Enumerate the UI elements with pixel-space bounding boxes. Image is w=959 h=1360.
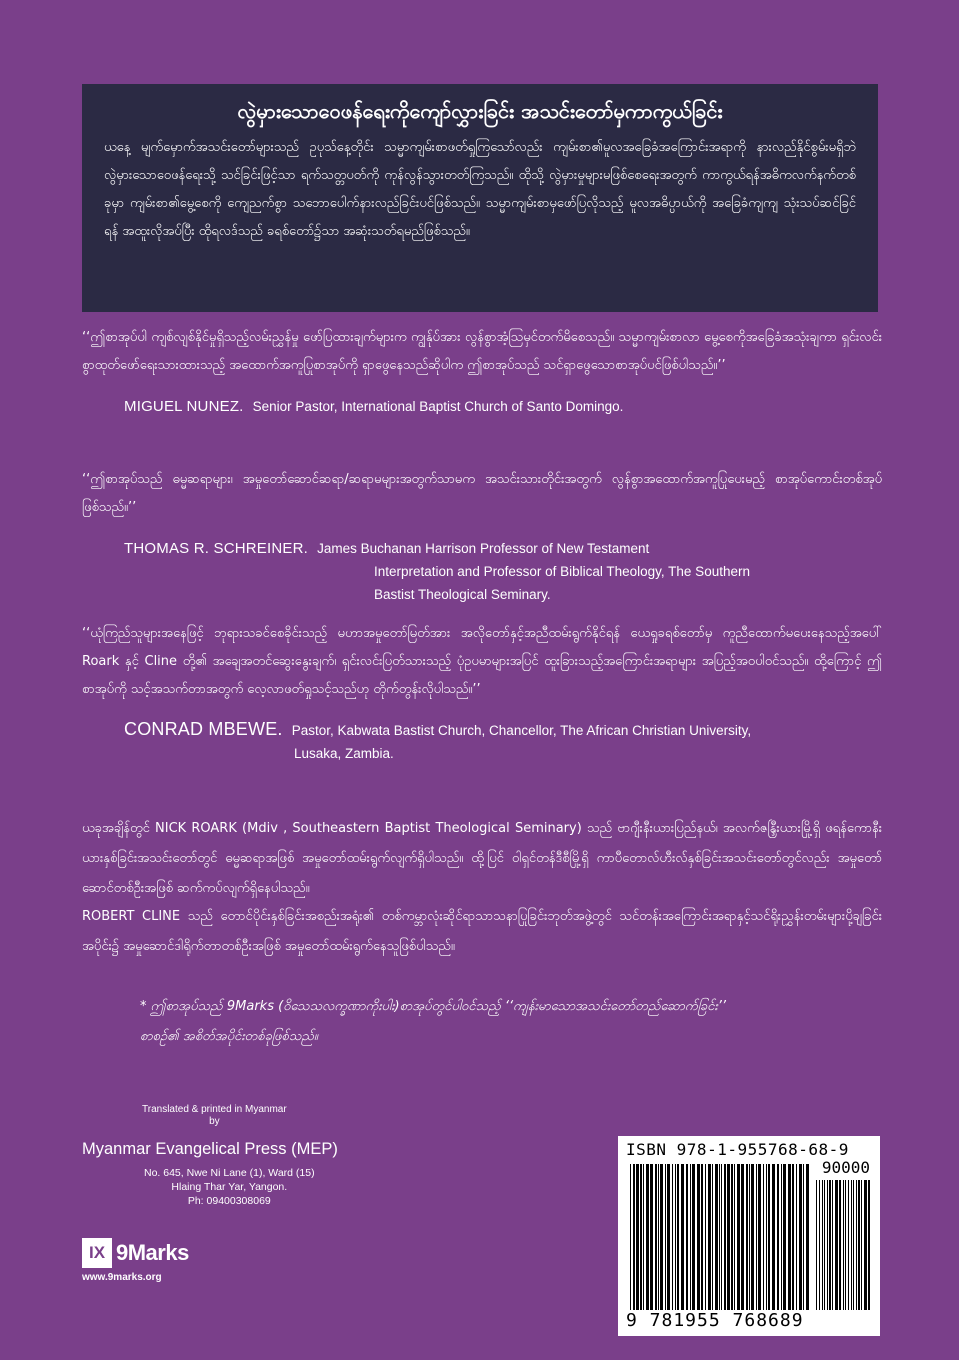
publisher-address: [144, 1166, 315, 1208]
barcode-bar: [705, 1164, 706, 1310]
barcode-bar: [835, 1180, 838, 1310]
barcode-bar: [746, 1164, 748, 1310]
barcode-bar: [827, 1180, 828, 1310]
barcode-bar: [792, 1164, 794, 1310]
ninemarks-logo: [82, 1238, 189, 1268]
barcode-bar: [640, 1164, 642, 1310]
bio-robert-cline: ROBERT CLINE သည် တောင်ပိုင်းနှစ်ခြင်းအစည်းအရုံး၏ တစ်ကမ္ဘာလုံးဆိုင်ရာသာသနာပြုခြင်းဘုတ်အဖွဲ့တွင် သင်တန်းအကြောင်းအရာနှင့်သင်ရိုးညွှန်းတမ်းများပို့ချခြင်းအပိုင်း၌ အမှုဆောင်ဒါရိုက်တာတစ်ဦးအဖြစ် အမှုတော်ထမ်းရွက်နေသူဖြစ်ပါသည်။: [82, 909, 882, 954]
barcode-bar: [756, 1164, 757, 1310]
endorser-name: MIGUEL NUNEZ.: [124, 398, 244, 415]
barcode-bar: [665, 1164, 666, 1310]
barcode-digits: 9 781955 768689: [626, 1310, 804, 1331]
summary-box: [82, 84, 878, 312]
barcode-bar: [727, 1164, 730, 1310]
publisher-address-line: Ph: 09400308069: [187, 1195, 271, 1207]
barcode-bar: [636, 1164, 639, 1310]
barcode-bar: [806, 1164, 809, 1310]
translated-credit-line: Translated & printed in Myanmar: [142, 1104, 287, 1115]
barcode-bar: [737, 1164, 740, 1310]
barcode-bar: [712, 1164, 713, 1310]
endorser-role-continued: Interpretation and Professor of Biblical Theology, The Southern: [374, 564, 750, 579]
barcode-bar: [824, 1180, 825, 1310]
series-note-line: စာစဉ်၏ အစိတ်အပိုင်းတစ်ခုဖြစ်သည်။: [140, 1029, 318, 1044]
barcode-bar: [643, 1164, 644, 1310]
translated-credit: [142, 1104, 287, 1128]
barcode-bar: [660, 1164, 663, 1310]
endorsement-conrad-mbewe: [82, 620, 882, 765]
barcode-bar: [655, 1164, 657, 1310]
barcode-bar: [819, 1180, 820, 1310]
barcode-bar: [763, 1164, 764, 1310]
barcode-bar: [777, 1164, 779, 1310]
barcode-bar: [650, 1164, 653, 1310]
barcode-bar: [708, 1164, 711, 1310]
barcode-bar: [783, 1164, 786, 1310]
endorser-name: CONRAD MBEWE.: [124, 719, 283, 739]
barcode-bar: [672, 1164, 673, 1310]
ninemarks-logo-mark: IX: [82, 1238, 112, 1268]
barcode-bar: [848, 1180, 849, 1310]
barcode-addon-bars-icon: [816, 1180, 872, 1310]
barcode-bar: [646, 1164, 649, 1310]
series-note: [82, 992, 882, 1052]
bio-nick-roark: ယခုအချိန်တွင် NICK ROARK (Mdiv , Southeastern Baptist Theological Seminary) သည် ဗာဂျီးနီးယားပြည်နယ်၊ အလက်ဇန္ဒြီးယားမြို့ရှိ ဖရန်ကောနီးယားနှစ်ခြင်းအသင်းတော်တွင် ဓမ္မဆရာအဖြစ် အမှုတော်ထမ်းရွက်လျက်ရှိပါသည်။ ထို့ပြင် ဝါရှင်တန်ဒီစီမြို့ရှိ ကာပီတောလ်ဟီးလ်နှစ်ခြင်းအသင်းတော်တွင်လည်း အမှုတော်ဆောင်တစ်ဦးအဖြစ် ဆက်ကပ်လျက်ရှိနေပါသည်။: [82, 821, 882, 896]
barcode-bar: [851, 1180, 852, 1310]
publisher-name: Myanmar Evangelical Press (MEP): [82, 1140, 338, 1158]
barcode-bar: [667, 1164, 670, 1310]
barcode-bar: [749, 1164, 750, 1310]
isbn-label: ISBN 978-1-955768-68-9: [626, 1140, 849, 1159]
translated-credit-line: by: [209, 1116, 220, 1127]
endorsement-quote: ‘‘ယုံကြည်သူများအနေဖြင့် ဘုရားသခင်စေခိုင်းသည့် မဟာအမှုတော်မြတ်အား အလိုတော်နှင့်အညီထမ်းရွက်နိုင်ရန် ယေရှုခရစ်တော်မှ ကူညီထောက်မပေးနေသည့်အပေါ် Roark နှင့် Cline တို့၏ အချေအတင်ဆွေးနွေးချက်၊ ရှင်းလင်းပြတ်သားသည့် ပုံဥပမာများအပြင် ထူးခြားသည့်အကြောင်းအရာများ အပြည့်အဝပါဝင်သည်။ ထို့ကြောင့် ဤစာအုပ်ကို သင့်အသက်တာအတွက် လေ့လာဖတ်ရှုသင့်သည်ဟု တိုက်တွန်းလိုပါသည်။’’: [82, 626, 882, 697]
barcode-bar: [719, 1164, 720, 1310]
barcode-bar: [861, 1180, 862, 1310]
barcode-bar: [799, 1164, 802, 1310]
ninemarks-logo-text: 9Marks: [116, 1240, 189, 1265]
barcode-bar: [675, 1164, 676, 1310]
barcode-bar: [766, 1164, 767, 1310]
endorsement-attribution: [82, 718, 882, 765]
endorsement-thomas-schreiner: [82, 466, 882, 606]
barcode-bar: [796, 1164, 797, 1310]
endorser-name: THOMAS R. SCHREINER.: [124, 540, 309, 557]
barcode-bar: [686, 1164, 688, 1310]
barcode-bar: [697, 1164, 700, 1310]
barcode-bar: [845, 1180, 846, 1310]
barcode-bar: [734, 1164, 735, 1310]
barcode-bar: [768, 1164, 770, 1310]
barcode-bar: [630, 1164, 631, 1310]
endorsement-attribution: [82, 394, 882, 418]
barcode-bar: [741, 1164, 744, 1310]
barcode-bar: [724, 1164, 726, 1310]
publisher-address-line: No. 645, Nwe Ni Lane (1), Ward (15): [144, 1167, 315, 1179]
barcode-bar: [701, 1164, 703, 1310]
publisher-address-line: Hlaing Thar Yar, Yangon.: [171, 1181, 288, 1193]
endorser-role: James Buchanan Harrison Professor of New Testament: [317, 541, 650, 556]
barcode-bar: [690, 1164, 691, 1310]
barcode-bar: [715, 1164, 718, 1310]
series-note-line: * ဤစာအုပ်သည် 9Marks (ဝိသေသလက္ခဏာကိုးပါး)စာအုပ်တွင်ပါဝင်သည့် ‘‘ကျန်းမာသောအသင်းတော်တည်ဆောက်ခြင်း’’: [140, 999, 726, 1014]
barcode-bar: [816, 1180, 817, 1310]
barcode-bar: [858, 1180, 860, 1310]
barcode-bar: [692, 1164, 695, 1310]
barcode-bars-icon: [630, 1164, 810, 1310]
barcode-bar: [853, 1180, 854, 1310]
endorsement-quote: ‘‘ဤစာအုပ်သည် ဓမ္မဆရာများ၊ အမှုတော်ဆောင်ဆရာ/ဆရာမများအတွက်သာမက အသင်းသားတိုင်းအတွက် လွန်စွာအထောက်အကူပြုပေးမည့် စာအုပ်ကောင်းတစ်အုပ်ဖြစ်သည်။’’: [82, 472, 882, 515]
barcode-bar: [839, 1180, 841, 1310]
barcode-bar: [658, 1164, 659, 1310]
barcode-bar: [803, 1164, 804, 1310]
barcode-bar: [721, 1164, 722, 1310]
barcode-bar: [822, 1180, 823, 1310]
barcode-bar: [856, 1180, 857, 1310]
price-code: 90000: [821, 1158, 870, 1177]
barcode-bar: [731, 1164, 733, 1310]
barcode-bar: [864, 1180, 867, 1310]
barcode-bar: [788, 1164, 791, 1310]
endorser-role: Senior Pastor, International Baptist Church of Santo Domingo.: [252, 399, 624, 414]
barcode-bar: [633, 1164, 635, 1310]
endorser-role-continued: Bastist Theological Seminary.: [374, 587, 551, 602]
barcode-bar: [868, 1180, 870, 1310]
barcode-bar: [781, 1164, 782, 1310]
barcode-bar: [681, 1164, 684, 1310]
barcode-bar: [843, 1180, 844, 1310]
barcode-bar: [751, 1164, 754, 1310]
summary-title: လွဲမှားသောဝေဖန်ရေးကိုကျော်လွှားခြင်း အသင်းတော်မှကာကွယ်ခြင်း: [237, 99, 723, 123]
endorsement-miguel-nunez: [82, 324, 882, 418]
barcode-bar: [677, 1164, 679, 1310]
endorsement-attribution: [82, 536, 882, 606]
barcode-bar: [829, 1180, 831, 1310]
summary-body: ယနေ့ မျက်မှောက်အသင်းတော်များသည် ဥပုသ်နေ့တိုင်း သမ္မာကျမ်းစာဖတ်ရှုကြသော်လည်း ကျမ်းစာ၏မူလအခြေခံအကြောင်းအရာကို နားလည်နိုင်စွမ်းမရှိဘဲ လွဲမှားသောဝေဖန်ရေးသို့ သင်ခြင်းဖြင့်သာ ရက်သတ္တပတ်ကို ကုန်လွန်သွားတတ်ကြသည်။ ထိုသို့ လွဲမှားမှုများမဖြစ်စေရေးအတွက် ကာကွယ်ရန်အဓိကလက်နက်တစ်ခုမှာ ကျမ်းစာ၏မွေ့စေကို ကျေညက်စွာ သဘောပေါက်နားလည်ခြင်းပင်ဖြစ်သည်။ သမ္မာကျမ်းစာမှဖော်ပြလိုသည့် မူလအဓိပ္ပာယ်ကို အခြေခံကျကျ သုံးသပ်ဆင်ခြင်ရန် အထူးလိုအပ်ပြီး ထိုရလဒ်သည် ခရစ်တော်၌သာ အဆုံးသတ်ရမည်ဖြစ်သည်။: [104, 140, 856, 239]
barcode-bar: [758, 1164, 761, 1310]
barcode-bar: [772, 1164, 775, 1310]
barcode-bar: [832, 1180, 833, 1310]
isbn-barcode: [618, 1136, 880, 1336]
endorser-role: Pastor, Kabwata Bastist Church, Chancellor, The African Christian University,: [291, 723, 752, 738]
endorsement-quote: ‘‘ဤစာအုပ်ပါ ကျစ်လျစ်နိုင်မှုရှိသည့်လမ်းညွှန်မှု ဖော်ပြထားချက်များက ကျွန်ုပ်အား လွန်စွာအံ့သြမှင်တက်မိစေသည်။ သမ္မာကျမ်းစာလာ မွေ့စေကိုအခြေခံအသုံးချကာ ရှင်းလင်းစွာထုတ်ဖော်ရေးသားထားသည့် အထောက်အကူပြုစာအုပ်ကို ရှာဖွေနေသည်ဆိုပါက ဤစာအုပ်သည် သင်ရှာဖွေသောစာအုပ်ပင်ဖြစ်ပါသည်။’’: [82, 330, 882, 373]
ninemarks-url: www.9marks.org: [82, 1272, 162, 1283]
endorser-role-continued: Lusaka, Zambia.: [294, 746, 394, 761]
